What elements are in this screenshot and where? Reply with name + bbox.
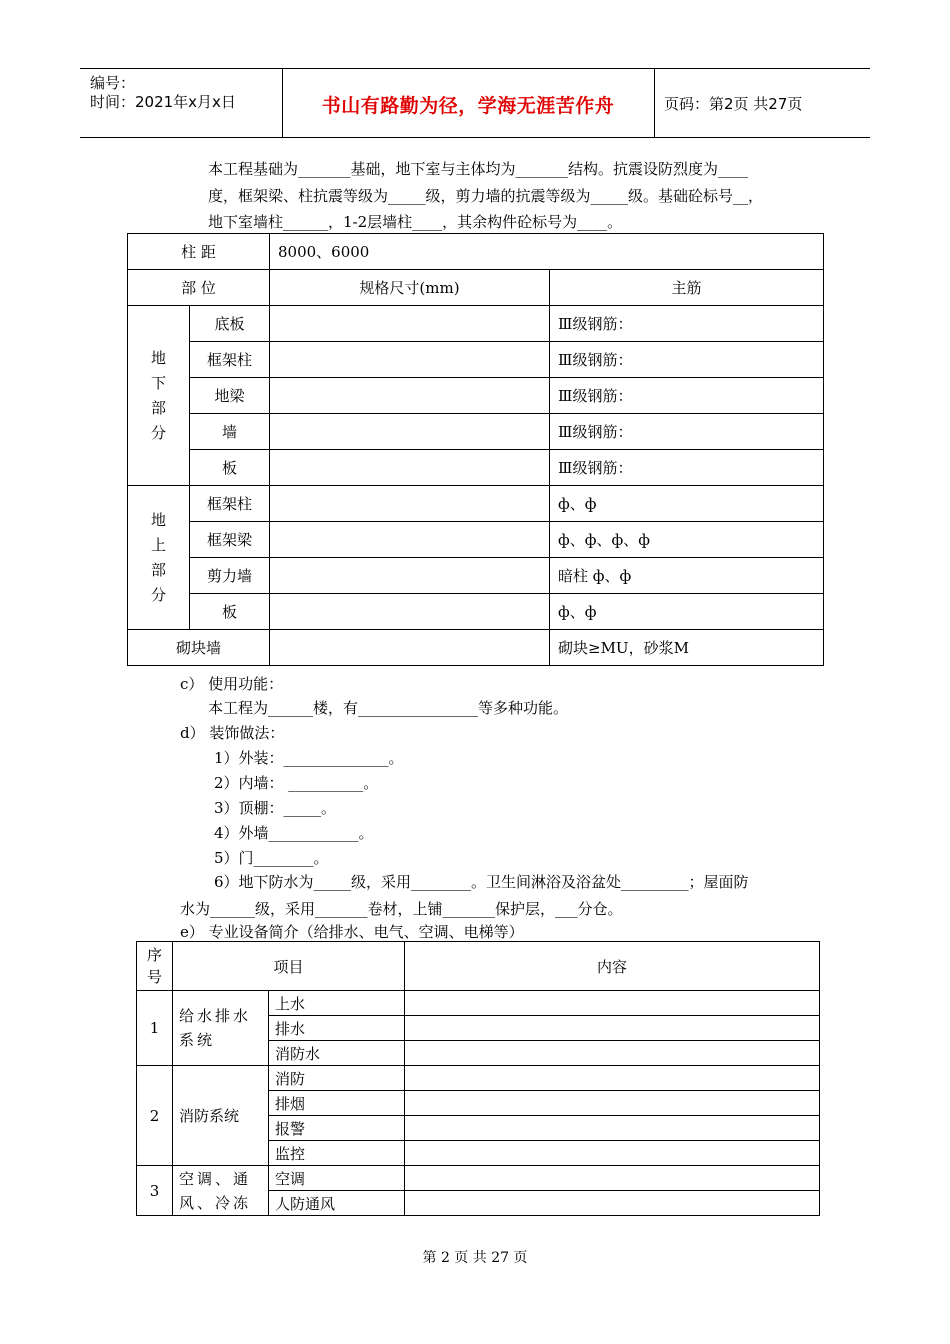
size-cell <box>270 594 550 630</box>
part-cell: 框架柱 <box>190 486 270 522</box>
equipment-table <box>136 941 820 1216</box>
rebar-cell: ф、ф、ф、ф <box>550 522 824 558</box>
header-divider <box>654 69 655 137</box>
sub-item: 排烟 <box>269 1091 405 1116</box>
rebar-cell: Ⅲ级钢筋： <box>550 378 824 414</box>
rebar-cell: ф、ф <box>550 486 824 522</box>
size-cell <box>270 522 550 558</box>
sub-item: 空调 <box>269 1166 405 1191</box>
content-cell <box>405 1016 820 1041</box>
intro-line: 地下室墙柱______，1-2层墙柱____，其余构件砼标号为____。 <box>208 213 623 231</box>
size-cell <box>270 486 550 522</box>
section-e-title: e） 专业设备简介（给排水、电气、空调、电梯等） <box>180 923 524 941</box>
decoration-item: 3）顶棚：_____。 <box>214 799 337 817</box>
page-footer: 第 2 页 共 27 页 <box>422 1250 528 1266</box>
content-cell <box>405 1066 820 1091</box>
rebar-cell: Ⅲ级钢筋： <box>550 342 824 378</box>
size-cell <box>270 378 550 414</box>
part-cell: 板 <box>190 594 270 630</box>
block-wall-label: 砌块墙 <box>128 630 270 666</box>
sub-item: 排水 <box>269 1016 405 1041</box>
size-cell <box>270 630 550 666</box>
part-cell: 框架梁 <box>190 522 270 558</box>
sub-item: 报警 <box>269 1116 405 1141</box>
column-spacing-value: 8000、6000 <box>270 234 824 270</box>
part-cell: 底板 <box>190 306 270 342</box>
serial-header: 序号 <box>137 942 173 991</box>
section-c-body: 本工程为______楼，有________________等多种功能。 <box>208 699 569 717</box>
content-cell <box>405 1091 820 1116</box>
rebar-cell: Ⅲ级钢筋： <box>550 450 824 486</box>
page-header <box>80 68 870 138</box>
document-number: 编号： <box>90 74 136 92</box>
column-spacing-label: 柱 距 <box>128 234 270 270</box>
header-motto: 书山有路勤为径，学海无涯苦作舟 <box>321 95 615 117</box>
sub-item: 上水 <box>269 991 405 1016</box>
content-cell <box>405 1141 820 1166</box>
part-cell: 墙 <box>190 414 270 450</box>
content-cell <box>405 991 820 1016</box>
serial-cell: 1 <box>137 991 173 1066</box>
part-cell: 框架柱 <box>190 342 270 378</box>
position-header: 部 位 <box>128 270 270 306</box>
serial-cell: 2 <box>137 1066 173 1166</box>
rebar-header: 主筋 <box>550 270 824 306</box>
size-cell <box>270 342 550 378</box>
rebar-cell: Ⅲ级钢筋： <box>550 414 824 450</box>
structure-table <box>127 233 824 666</box>
rebar-cell: ф、ф <box>550 594 824 630</box>
intro-line: 本工程基础为_______基础，地下室与主体均为_______结构。抗震设防烈度为____ <box>208 160 749 178</box>
decoration-item: 1）外装：______________。 <box>214 749 404 767</box>
content-cell <box>405 1116 820 1141</box>
size-cell <box>270 558 550 594</box>
size-cell <box>270 306 550 342</box>
decoration-item: 水为______级，采用_______卷材，上铺_______保护层，___分仓。 <box>180 900 623 918</box>
decoration-item: 4）外墙____________。 <box>214 824 374 842</box>
content-cell <box>405 1191 820 1216</box>
size-header: 规格尺寸(mm) <box>270 270 550 306</box>
rebar-cell: 暗柱 ф、ф <box>550 558 824 594</box>
section-d-title: d） 装饰做法： <box>180 724 285 742</box>
size-cell <box>270 450 550 486</box>
part-cell: 板 <box>190 450 270 486</box>
part-cell: 地梁 <box>190 378 270 414</box>
system-name: 给水排水系统 <box>173 991 269 1066</box>
document-time: 时间：2021年x月x日 <box>90 93 236 111</box>
section-c-title: c） 使用功能： <box>180 675 284 693</box>
intro-line: 度，框架梁、柱抗震等级为_____级，剪力墙的抗震等级为_____级。基础砼标号__， <box>208 187 764 205</box>
size-cell <box>270 414 550 450</box>
decoration-item: 6）地下防水为_____级，采用________。卫生间淋浴及浴盆处_________；屋面防 <box>214 873 749 891</box>
sub-item: 监控 <box>269 1141 405 1166</box>
serial-cell: 3 <box>137 1166 173 1216</box>
aboveground-label: 地上部分 <box>128 486 190 630</box>
item-header: 项目 <box>173 942 405 991</box>
sub-item: 消防水 <box>269 1041 405 1066</box>
underground-label: 地下部分 <box>128 306 190 486</box>
decoration-item: 5）门________。 <box>214 849 329 867</box>
sub-item: 消防 <box>269 1066 405 1091</box>
content-cell <box>405 1041 820 1066</box>
rebar-cell: Ⅲ级钢筋： <box>550 306 824 342</box>
decoration-item: 2）内墙： __________。 <box>214 774 379 792</box>
sub-item: 人防通风 <box>269 1191 405 1216</box>
system-name: 空调、通风、冷冻 <box>173 1166 269 1216</box>
header-page-number: 页码：第2页 共27页 <box>664 95 803 113</box>
content-cell <box>405 1166 820 1191</box>
rebar-cell: 砌块≥MU，砂浆M <box>550 630 824 666</box>
content-header: 内容 <box>405 942 820 991</box>
system-name: 消防系统 <box>173 1066 269 1166</box>
part-cell: 剪力墙 <box>190 558 270 594</box>
